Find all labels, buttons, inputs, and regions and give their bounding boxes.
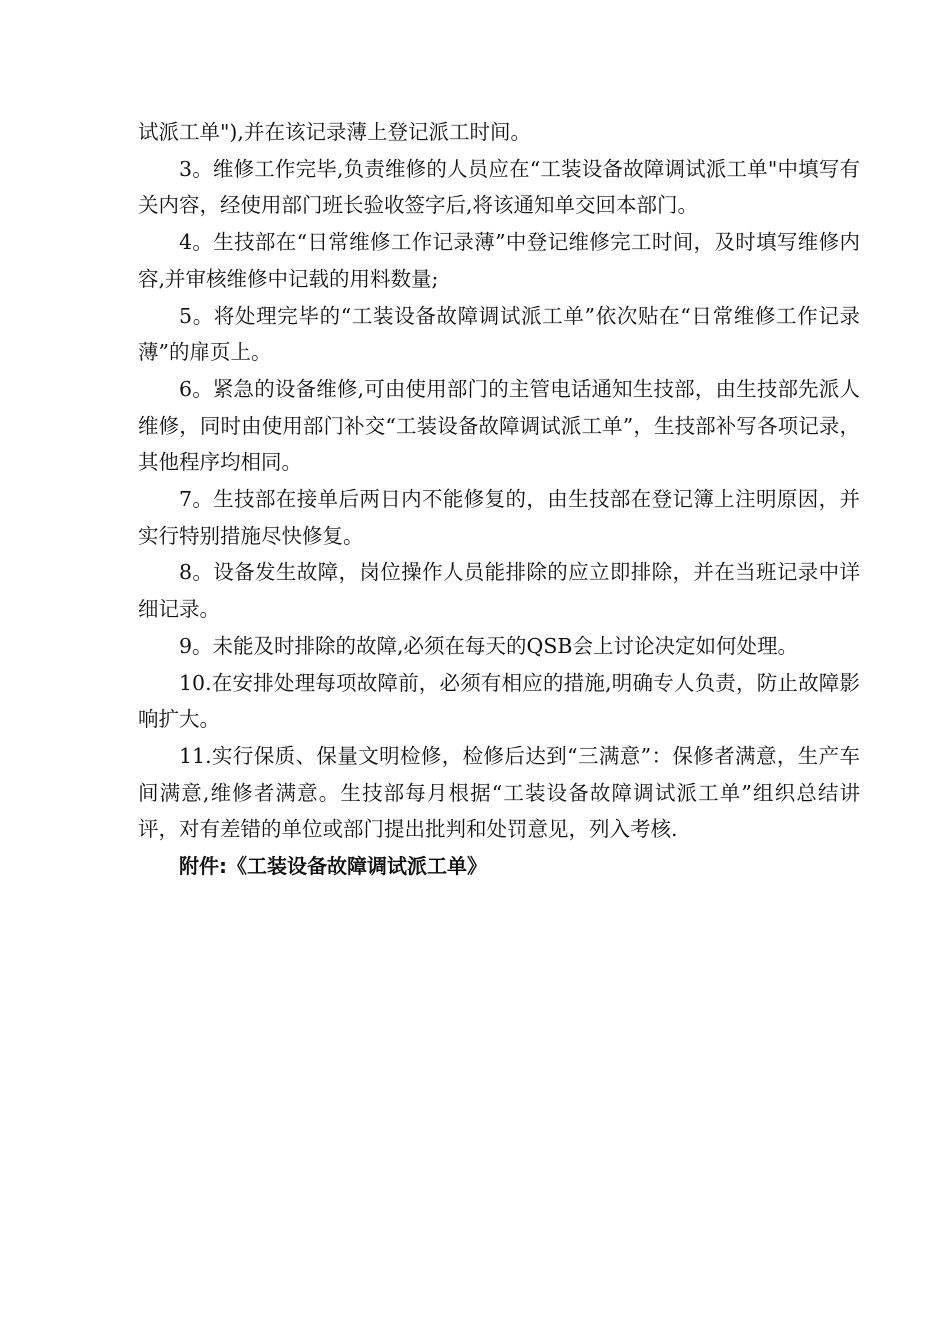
paragraph-item-3: 3。维修工作完毕,负责维修的人员应在“工装设备故障调试派工单"中填写有关内容，经使用部门班长验收签字后,将该通知单交回本部门。 [138, 156, 860, 218]
paragraph-item-4: 4。生技部在“日常维修工作记录薄”中登记维修完工时间，及时填写维修内容,并审核维修中记载的用料数量; [138, 230, 860, 291]
paragraph-item-5: 5。将处理完毕的“工装设备故障调试派工单”依次贴在“日常维修工作记录薄”的扉页上。 [138, 303, 860, 365]
paragraph-item-11: 11.实行保质、保量文明检修，检修后达到“三满意”：保修者满意，生产车间满意,维修者满意。生技部每月根据“工装设备故障调试派工单”组织总结讲评，对有差错的单位或部门提出批判和处罚意见，列入考核. [138, 743, 860, 842]
paragraph-item-9: 9。未能及时排除的故障,必须在每天的QSB会上讨论决定如何处理。 [179, 633, 798, 658]
paragraph-item-8: 8。设备发生故障，岗位操作人员能排除的应立即排除，并在当班记录中详细记录。 [138, 560, 860, 622]
paragraph-item-7: 7。生技部在接单后两日内不能修复的，由生技部在登记簿上注明原因，并实行特别措施尽快修复。 [138, 487, 860, 548]
document-body [138, 114, 860, 885]
paragraph-item-10: 10.在安排处理每项故障前，必须有相应的措施,明确专人负责，防止故障影响扩大。 [138, 670, 860, 732]
attachment-line: 附件:《工装设备故障调试派工单》 [179, 854, 487, 879]
paragraph-continuation: 试派工单"),并在该记录薄上登记派工时间。 [138, 120, 531, 144]
paragraph-item-6: 6。紧急的设备维修,可由使用部门的主管电话通知生技部，由生技部先派人维修，同时由使用部门补交“工装设备故障调试派工单”，生技部补写各项记录，其他程序均相同。 [138, 376, 860, 475]
